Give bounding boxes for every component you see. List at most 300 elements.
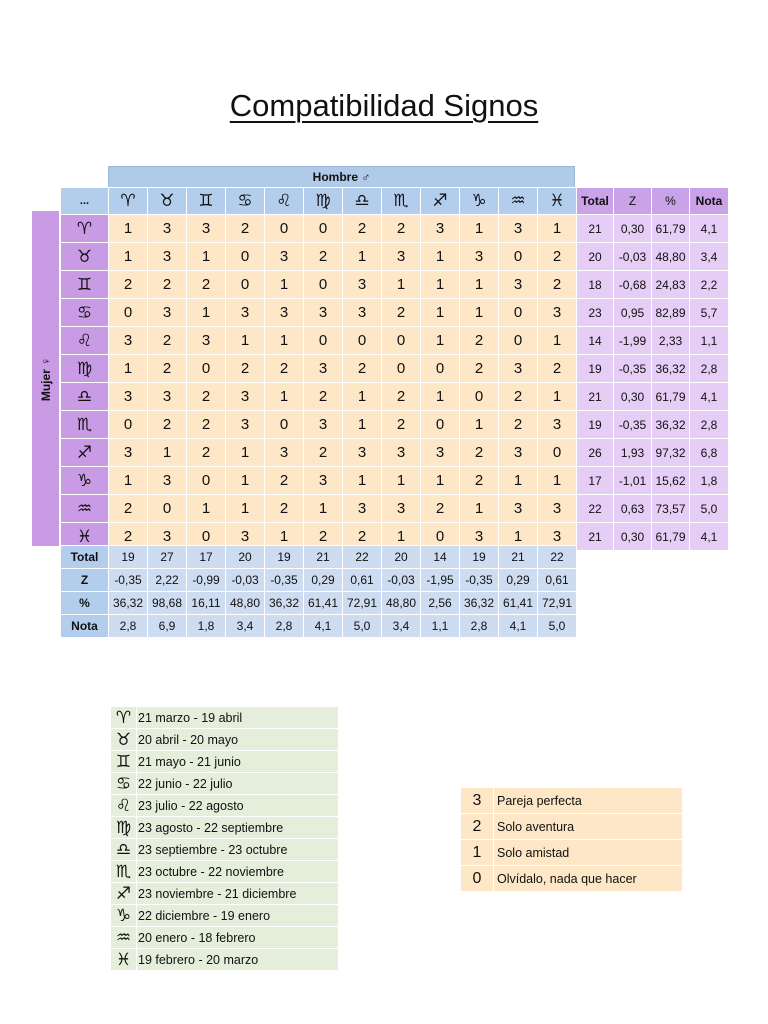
score-cell: 1 xyxy=(499,467,538,495)
header-nota: Nota xyxy=(690,188,729,215)
legend-date-range: 20 enero - 18 febrero xyxy=(137,927,339,949)
score-cell: 2 xyxy=(499,383,538,411)
score-cell: 0 xyxy=(187,355,226,383)
header-z: Z xyxy=(614,188,652,215)
column-summary-row-percent xyxy=(61,592,577,615)
row-sign-gemini-icon: ♊ xyxy=(61,271,109,299)
score-cell: 2 xyxy=(187,271,226,299)
cancer-icon: ♋ xyxy=(111,773,137,795)
column-percent-cell: 72,91 xyxy=(343,592,382,615)
score-cell: 1 xyxy=(187,299,226,327)
score-cell: 3 xyxy=(421,439,460,467)
column-nota-cell: 4,1 xyxy=(499,615,538,638)
legend-date-range: 23 septiembre - 23 octubre xyxy=(137,839,339,861)
row-percent-cell: 36,32 xyxy=(652,355,690,383)
score-cell: 3 xyxy=(538,411,577,439)
col-sign-pisces: ♓ xyxy=(538,188,577,215)
score-cell: 1 xyxy=(421,327,460,355)
column-nota-cell: 3,4 xyxy=(382,615,421,638)
score-cell: 0 xyxy=(109,411,148,439)
score-cell: 3 xyxy=(109,383,148,411)
score-cell: 1 xyxy=(382,271,421,299)
score-cell: 0 xyxy=(382,327,421,355)
matrix-row-taurus xyxy=(61,243,729,271)
score-cell: 1 xyxy=(499,523,538,551)
row-percent-cell: 97,32 xyxy=(652,439,690,467)
score-cell: 3 xyxy=(148,523,187,551)
column-total-cell: 17 xyxy=(187,546,226,569)
score-cell: 0 xyxy=(265,215,304,243)
legend-item-leo xyxy=(111,795,339,817)
score-key-meaning: Solo amistad xyxy=(494,840,683,866)
column-percent-cell: 72,91 xyxy=(538,592,577,615)
score-cell: 0 xyxy=(265,411,304,439)
row-sign-aquarius-icon: ♒ xyxy=(61,495,109,523)
row-total-cell: 17 xyxy=(577,467,614,495)
score-cell: 3 xyxy=(265,299,304,327)
col-sign-scorpio: ♏ xyxy=(382,188,421,215)
capricorn-icon: ♑ xyxy=(111,905,137,927)
row-percent-cell: 15,62 xyxy=(652,467,690,495)
score-cell: 1 xyxy=(187,243,226,271)
legend-date-range: 21 mayo - 21 junio xyxy=(137,751,339,773)
score-cell: 0 xyxy=(226,243,265,271)
score-cell: 3 xyxy=(148,383,187,411)
score-cell: 1 xyxy=(265,383,304,411)
matrix-row-capricorn xyxy=(61,467,729,495)
row-z-cell: -0,35 xyxy=(614,355,652,383)
score-cell: 1 xyxy=(421,243,460,271)
legend-date-range: 21 marzo - 19 abril xyxy=(137,707,339,729)
score-key-value: 3 xyxy=(461,788,494,814)
column-percent-cell: 48,80 xyxy=(382,592,421,615)
score-cell: 1 xyxy=(382,467,421,495)
column-z-cell: -0,35 xyxy=(109,569,148,592)
score-cell: 1 xyxy=(148,439,187,467)
libra-icon: ♎ xyxy=(111,839,137,861)
column-z-cell: -0,35 xyxy=(265,569,304,592)
score-cell: 3 xyxy=(226,299,265,327)
column-z-cell: 0,29 xyxy=(304,569,343,592)
row-z-cell: 0,95 xyxy=(614,299,652,327)
score-cell: 0 xyxy=(304,327,343,355)
score-cell: 3 xyxy=(265,439,304,467)
column-percent-cell: 36,32 xyxy=(109,592,148,615)
score-cell: 1 xyxy=(538,215,577,243)
score-cell: 1 xyxy=(265,271,304,299)
score-cell: 2 xyxy=(460,467,499,495)
score-cell: 2 xyxy=(382,383,421,411)
column-percent-cell: 36,32 xyxy=(265,592,304,615)
row-percent-cell: 61,79 xyxy=(652,215,690,243)
row-total-cell: 26 xyxy=(577,439,614,467)
score-cell: 2 xyxy=(304,523,343,551)
row-z-cell: 0,30 xyxy=(614,215,652,243)
col-sign-capricorn: ♑ xyxy=(460,188,499,215)
column-total-cell: 27 xyxy=(148,546,187,569)
pisces-icon: ♓ xyxy=(111,949,137,971)
score-cell: 2 xyxy=(265,495,304,523)
col-sign-virgo: ♍ xyxy=(304,188,343,215)
gemini-icon: ♊ xyxy=(111,751,137,773)
score-cell: 1 xyxy=(382,523,421,551)
row-sign-leo-icon: ♌ xyxy=(61,327,109,355)
score-cell: 1 xyxy=(109,215,148,243)
score-cell: 2 xyxy=(460,327,499,355)
score-cell: 3 xyxy=(148,467,187,495)
legend-item-sagittarius xyxy=(111,883,339,905)
score-cell: 0 xyxy=(421,523,460,551)
score-cell: 0 xyxy=(499,299,538,327)
score-cell: 3 xyxy=(304,411,343,439)
col-sign-aries: ♈ xyxy=(109,188,148,215)
score-cell: 1 xyxy=(187,495,226,523)
row-z-cell: -0,35 xyxy=(614,411,652,439)
score-cell: 2 xyxy=(187,411,226,439)
corner-cell: ... xyxy=(61,188,109,215)
score-cell: 0 xyxy=(538,439,577,467)
column-percent-cell: 48,80 xyxy=(226,592,265,615)
row-nota-cell: 1,1 xyxy=(690,327,729,355)
score-cell: 3 xyxy=(187,327,226,355)
matrix-row-scorpio xyxy=(61,411,729,439)
aries-icon: ♈ xyxy=(111,707,137,729)
score-cell: 3 xyxy=(148,243,187,271)
score-cell: 1 xyxy=(460,299,499,327)
score-cell: 0 xyxy=(421,355,460,383)
row-z-cell: -1,99 xyxy=(614,327,652,355)
score-cell: 2 xyxy=(109,271,148,299)
legend-item-taurus xyxy=(111,729,339,751)
legend-date-range: 22 diciembre - 19 enero xyxy=(137,905,339,927)
row-sign-cancer-icon: ♋ xyxy=(61,299,109,327)
score-cell: 3 xyxy=(382,439,421,467)
col-sign-leo: ♌ xyxy=(265,188,304,215)
score-cell: 3 xyxy=(109,439,148,467)
leo-icon: ♌ xyxy=(111,795,137,817)
score-cell: 2 xyxy=(421,495,460,523)
legend-item-libra xyxy=(111,839,339,861)
score-cell: 3 xyxy=(499,215,538,243)
score-cell: 1 xyxy=(538,467,577,495)
score-cell: 2 xyxy=(109,523,148,551)
row-sign-virgo-icon: ♍ xyxy=(61,355,109,383)
legend-item-capricorn xyxy=(111,905,339,927)
column-nota-cell: 6,9 xyxy=(148,615,187,638)
score-cell: 0 xyxy=(148,495,187,523)
score-cell: 2 xyxy=(538,271,577,299)
column-nota-cell: 1,8 xyxy=(187,615,226,638)
column-nota-cell: 5,0 xyxy=(538,615,577,638)
score-cell: 2 xyxy=(460,355,499,383)
row-total-cell: 20 xyxy=(577,243,614,271)
score-cell: 3 xyxy=(343,439,382,467)
row-sign-libra-icon: ♎ xyxy=(61,383,109,411)
col-sign-sagittarius: ♐ xyxy=(421,188,460,215)
score-cell: 1 xyxy=(343,467,382,495)
mujer-label: Mujer ♀ xyxy=(38,356,53,401)
matrix-row-gemini xyxy=(61,271,729,299)
legend-item-virgo xyxy=(111,817,339,839)
column-total-cell: 14 xyxy=(421,546,460,569)
row-nota-cell: 1,8 xyxy=(690,467,729,495)
legend-item-scorpio xyxy=(111,861,339,883)
hombre-header: Hombre ♂ xyxy=(108,166,575,188)
row-total-cell: 22 xyxy=(577,495,614,523)
score-cell: 2 xyxy=(304,383,343,411)
legend-date-range: 19 febrero - 20 marzo xyxy=(137,949,339,971)
column-nota-cell: 3,4 xyxy=(226,615,265,638)
score-key-item xyxy=(461,788,683,814)
row-z-cell: 0,30 xyxy=(614,383,652,411)
column-z-cell: -0,35 xyxy=(460,569,499,592)
score-cell: 3 xyxy=(304,467,343,495)
row-percent-cell: 36,32 xyxy=(652,411,690,439)
column-percent-cell: 16,11 xyxy=(187,592,226,615)
legend-item-aquarius xyxy=(111,927,339,949)
score-cell: 0 xyxy=(304,271,343,299)
row-total-cell: 19 xyxy=(577,355,614,383)
score-cell: 2 xyxy=(460,439,499,467)
score-key-meaning: Pareja perfecta xyxy=(494,788,683,814)
row-sign-aries-icon: ♈ xyxy=(61,215,109,243)
score-cell: 2 xyxy=(382,411,421,439)
column-summary-label: % xyxy=(61,592,109,615)
column-summary-label: Total xyxy=(61,546,109,569)
score-cell: 1 xyxy=(226,327,265,355)
score-cell: 3 xyxy=(226,411,265,439)
column-total-cell: 20 xyxy=(226,546,265,569)
row-sign-capricorn-icon: ♑ xyxy=(61,467,109,495)
score-cell: 2 xyxy=(265,355,304,383)
score-cell: 3 xyxy=(538,299,577,327)
score-cell: 3 xyxy=(304,299,343,327)
score-cell: 0 xyxy=(460,383,499,411)
score-cell: 2 xyxy=(109,495,148,523)
score-cell: 3 xyxy=(460,523,499,551)
row-z-cell: 0,63 xyxy=(614,495,652,523)
score-cell: 1 xyxy=(226,439,265,467)
score-cell: 3 xyxy=(421,215,460,243)
column-z-cell: 0,29 xyxy=(499,569,538,592)
row-z-cell: 1,93 xyxy=(614,439,652,467)
score-cell: 2 xyxy=(226,355,265,383)
matrix-row-cancer xyxy=(61,299,729,327)
column-nota-cell: 4,1 xyxy=(304,615,343,638)
score-key-meaning: Olvídalo, nada que hacer xyxy=(494,866,683,892)
score-cell: 0 xyxy=(304,215,343,243)
row-nota-cell: 4,1 xyxy=(690,523,729,551)
row-sign-taurus-icon: ♉ xyxy=(61,243,109,271)
score-cell: 1 xyxy=(460,495,499,523)
score-key-value: 0 xyxy=(461,866,494,892)
score-cell: 2 xyxy=(538,355,577,383)
score-cell: 2 xyxy=(304,243,343,271)
score-cell: 3 xyxy=(226,383,265,411)
column-summary-label: Z xyxy=(61,569,109,592)
score-cell: 3 xyxy=(499,439,538,467)
score-cell: 0 xyxy=(109,299,148,327)
score-cell: 1 xyxy=(343,411,382,439)
matrix-row-aries xyxy=(61,215,729,243)
score-cell: 3 xyxy=(187,215,226,243)
score-cell: 2 xyxy=(148,271,187,299)
taurus-icon: ♉ xyxy=(111,729,137,751)
row-percent-cell: 2,33 xyxy=(652,327,690,355)
column-percent-cell: 2,56 xyxy=(421,592,460,615)
score-cell: 2 xyxy=(499,411,538,439)
matrix-row-libra xyxy=(61,383,729,411)
score-key-item xyxy=(461,814,683,840)
row-nota-cell: 5,7 xyxy=(690,299,729,327)
column-total-cell: 21 xyxy=(499,546,538,569)
row-percent-cell: 73,57 xyxy=(652,495,690,523)
col-sign-taurus: ♉ xyxy=(148,188,187,215)
legend-date-range: 23 agosto - 22 septiembre xyxy=(137,817,339,839)
col-sign-libra: ♎ xyxy=(343,188,382,215)
score-cell: 2 xyxy=(187,383,226,411)
score-cell: 3 xyxy=(382,243,421,271)
column-total-cell: 20 xyxy=(382,546,421,569)
score-cell: 0 xyxy=(187,467,226,495)
date-legend xyxy=(110,706,339,971)
row-nota-cell: 2,8 xyxy=(690,411,729,439)
score-cell: 0 xyxy=(226,271,265,299)
row-total-cell: 18 xyxy=(577,271,614,299)
mujer-header xyxy=(32,211,59,546)
score-cell: 3 xyxy=(382,495,421,523)
score-cell: 1 xyxy=(109,467,148,495)
column-total-cell: 22 xyxy=(538,546,577,569)
page-title: Compatibilidad Signos xyxy=(229,88,539,123)
legend-item-pisces xyxy=(111,949,339,971)
row-percent-cell: 82,89 xyxy=(652,299,690,327)
score-cell: 1 xyxy=(421,467,460,495)
score-cell: 3 xyxy=(304,355,343,383)
column-z-cell: -1,95 xyxy=(421,569,460,592)
row-percent-cell: 48,80 xyxy=(652,243,690,271)
score-cell: 3 xyxy=(343,271,382,299)
matrix-row-virgo xyxy=(61,355,729,383)
score-cell: 3 xyxy=(499,271,538,299)
score-cell: 1 xyxy=(460,271,499,299)
score-cell: 2 xyxy=(343,355,382,383)
row-total-cell: 21 xyxy=(577,383,614,411)
row-z-cell: -0,03 xyxy=(614,243,652,271)
score-key-item xyxy=(461,866,683,892)
score-cell: 1 xyxy=(226,467,265,495)
score-cell: 0 xyxy=(421,411,460,439)
header-percent: % xyxy=(652,188,690,215)
column-summary-table xyxy=(60,545,577,638)
column-z-cell: 0,61 xyxy=(343,569,382,592)
score-cell: 3 xyxy=(538,495,577,523)
matrix-header-row xyxy=(61,188,729,215)
row-z-cell: -0,68 xyxy=(614,271,652,299)
score-cell: 1 xyxy=(109,355,148,383)
score-cell: 1 xyxy=(304,495,343,523)
score-cell: 1 xyxy=(421,299,460,327)
row-total-cell: 23 xyxy=(577,299,614,327)
row-total-cell: 21 xyxy=(577,215,614,243)
score-cell: 3 xyxy=(538,523,577,551)
row-sign-sagittarius-icon: ♐ xyxy=(61,439,109,467)
row-total-cell: 14 xyxy=(577,327,614,355)
score-cell: 0 xyxy=(499,243,538,271)
score-cell: 1 xyxy=(421,383,460,411)
column-z-cell: -0,99 xyxy=(187,569,226,592)
column-total-cell: 19 xyxy=(265,546,304,569)
row-percent-cell: 24,83 xyxy=(652,271,690,299)
column-total-cell: 22 xyxy=(343,546,382,569)
score-cell: 1 xyxy=(226,495,265,523)
score-cell: 3 xyxy=(343,495,382,523)
score-cell: 2 xyxy=(343,215,382,243)
column-percent-cell: 36,32 xyxy=(460,592,499,615)
score-cell: 2 xyxy=(148,411,187,439)
column-nota-cell: 2,8 xyxy=(265,615,304,638)
header-total: Total xyxy=(577,188,614,215)
column-z-cell: -0,03 xyxy=(382,569,421,592)
row-nota-cell: 3,4 xyxy=(690,243,729,271)
col-sign-gemini: ♊ xyxy=(187,188,226,215)
score-cell: 0 xyxy=(499,327,538,355)
column-z-cell: 0,61 xyxy=(538,569,577,592)
column-total-cell: 21 xyxy=(304,546,343,569)
score-cell: 3 xyxy=(265,243,304,271)
column-nota-cell: 2,8 xyxy=(109,615,148,638)
column-z-cell: 2,22 xyxy=(148,569,187,592)
score-cell: 1 xyxy=(343,383,382,411)
row-total-cell: 19 xyxy=(577,411,614,439)
row-sign-scorpio-icon: ♏ xyxy=(61,411,109,439)
compatibility-matrix xyxy=(60,187,729,551)
row-percent-cell: 61,79 xyxy=(652,383,690,411)
row-nota-cell: 4,1 xyxy=(690,383,729,411)
score-key-value: 1 xyxy=(461,840,494,866)
column-percent-cell: 61,41 xyxy=(499,592,538,615)
score-cell: 1 xyxy=(343,243,382,271)
score-cell: 1 xyxy=(460,215,499,243)
column-summary-row-total xyxy=(61,546,577,569)
column-percent-cell: 98,68 xyxy=(148,592,187,615)
score-cell: 2 xyxy=(226,215,265,243)
score-cell: 2 xyxy=(148,327,187,355)
sagittarius-icon: ♐ xyxy=(111,883,137,905)
score-cell: 1 xyxy=(421,271,460,299)
column-summary-label: Nota xyxy=(61,615,109,638)
legend-date-range: 23 noviembre - 21 diciembre xyxy=(137,883,339,905)
score-key xyxy=(460,787,683,892)
score-cell: 2 xyxy=(148,355,187,383)
row-total-cell: 21 xyxy=(577,523,614,551)
legend-date-range: 22 junio - 22 julio xyxy=(137,773,339,795)
score-key-meaning: Solo aventura xyxy=(494,814,683,840)
legend-item-aries xyxy=(111,707,339,729)
legend-date-range: 23 julio - 22 agosto xyxy=(137,795,339,817)
score-cell: 2 xyxy=(265,467,304,495)
row-nota-cell: 2,8 xyxy=(690,355,729,383)
score-cell: 1 xyxy=(265,523,304,551)
score-cell: 3 xyxy=(499,355,538,383)
legend-date-range: 20 abril - 20 mayo xyxy=(137,729,339,751)
score-cell: 3 xyxy=(343,299,382,327)
score-cell: 3 xyxy=(148,215,187,243)
column-percent-cell: 61,41 xyxy=(304,592,343,615)
row-nota-cell: 6,8 xyxy=(690,439,729,467)
matrix-row-aquarius xyxy=(61,495,729,523)
score-cell: 0 xyxy=(343,327,382,355)
